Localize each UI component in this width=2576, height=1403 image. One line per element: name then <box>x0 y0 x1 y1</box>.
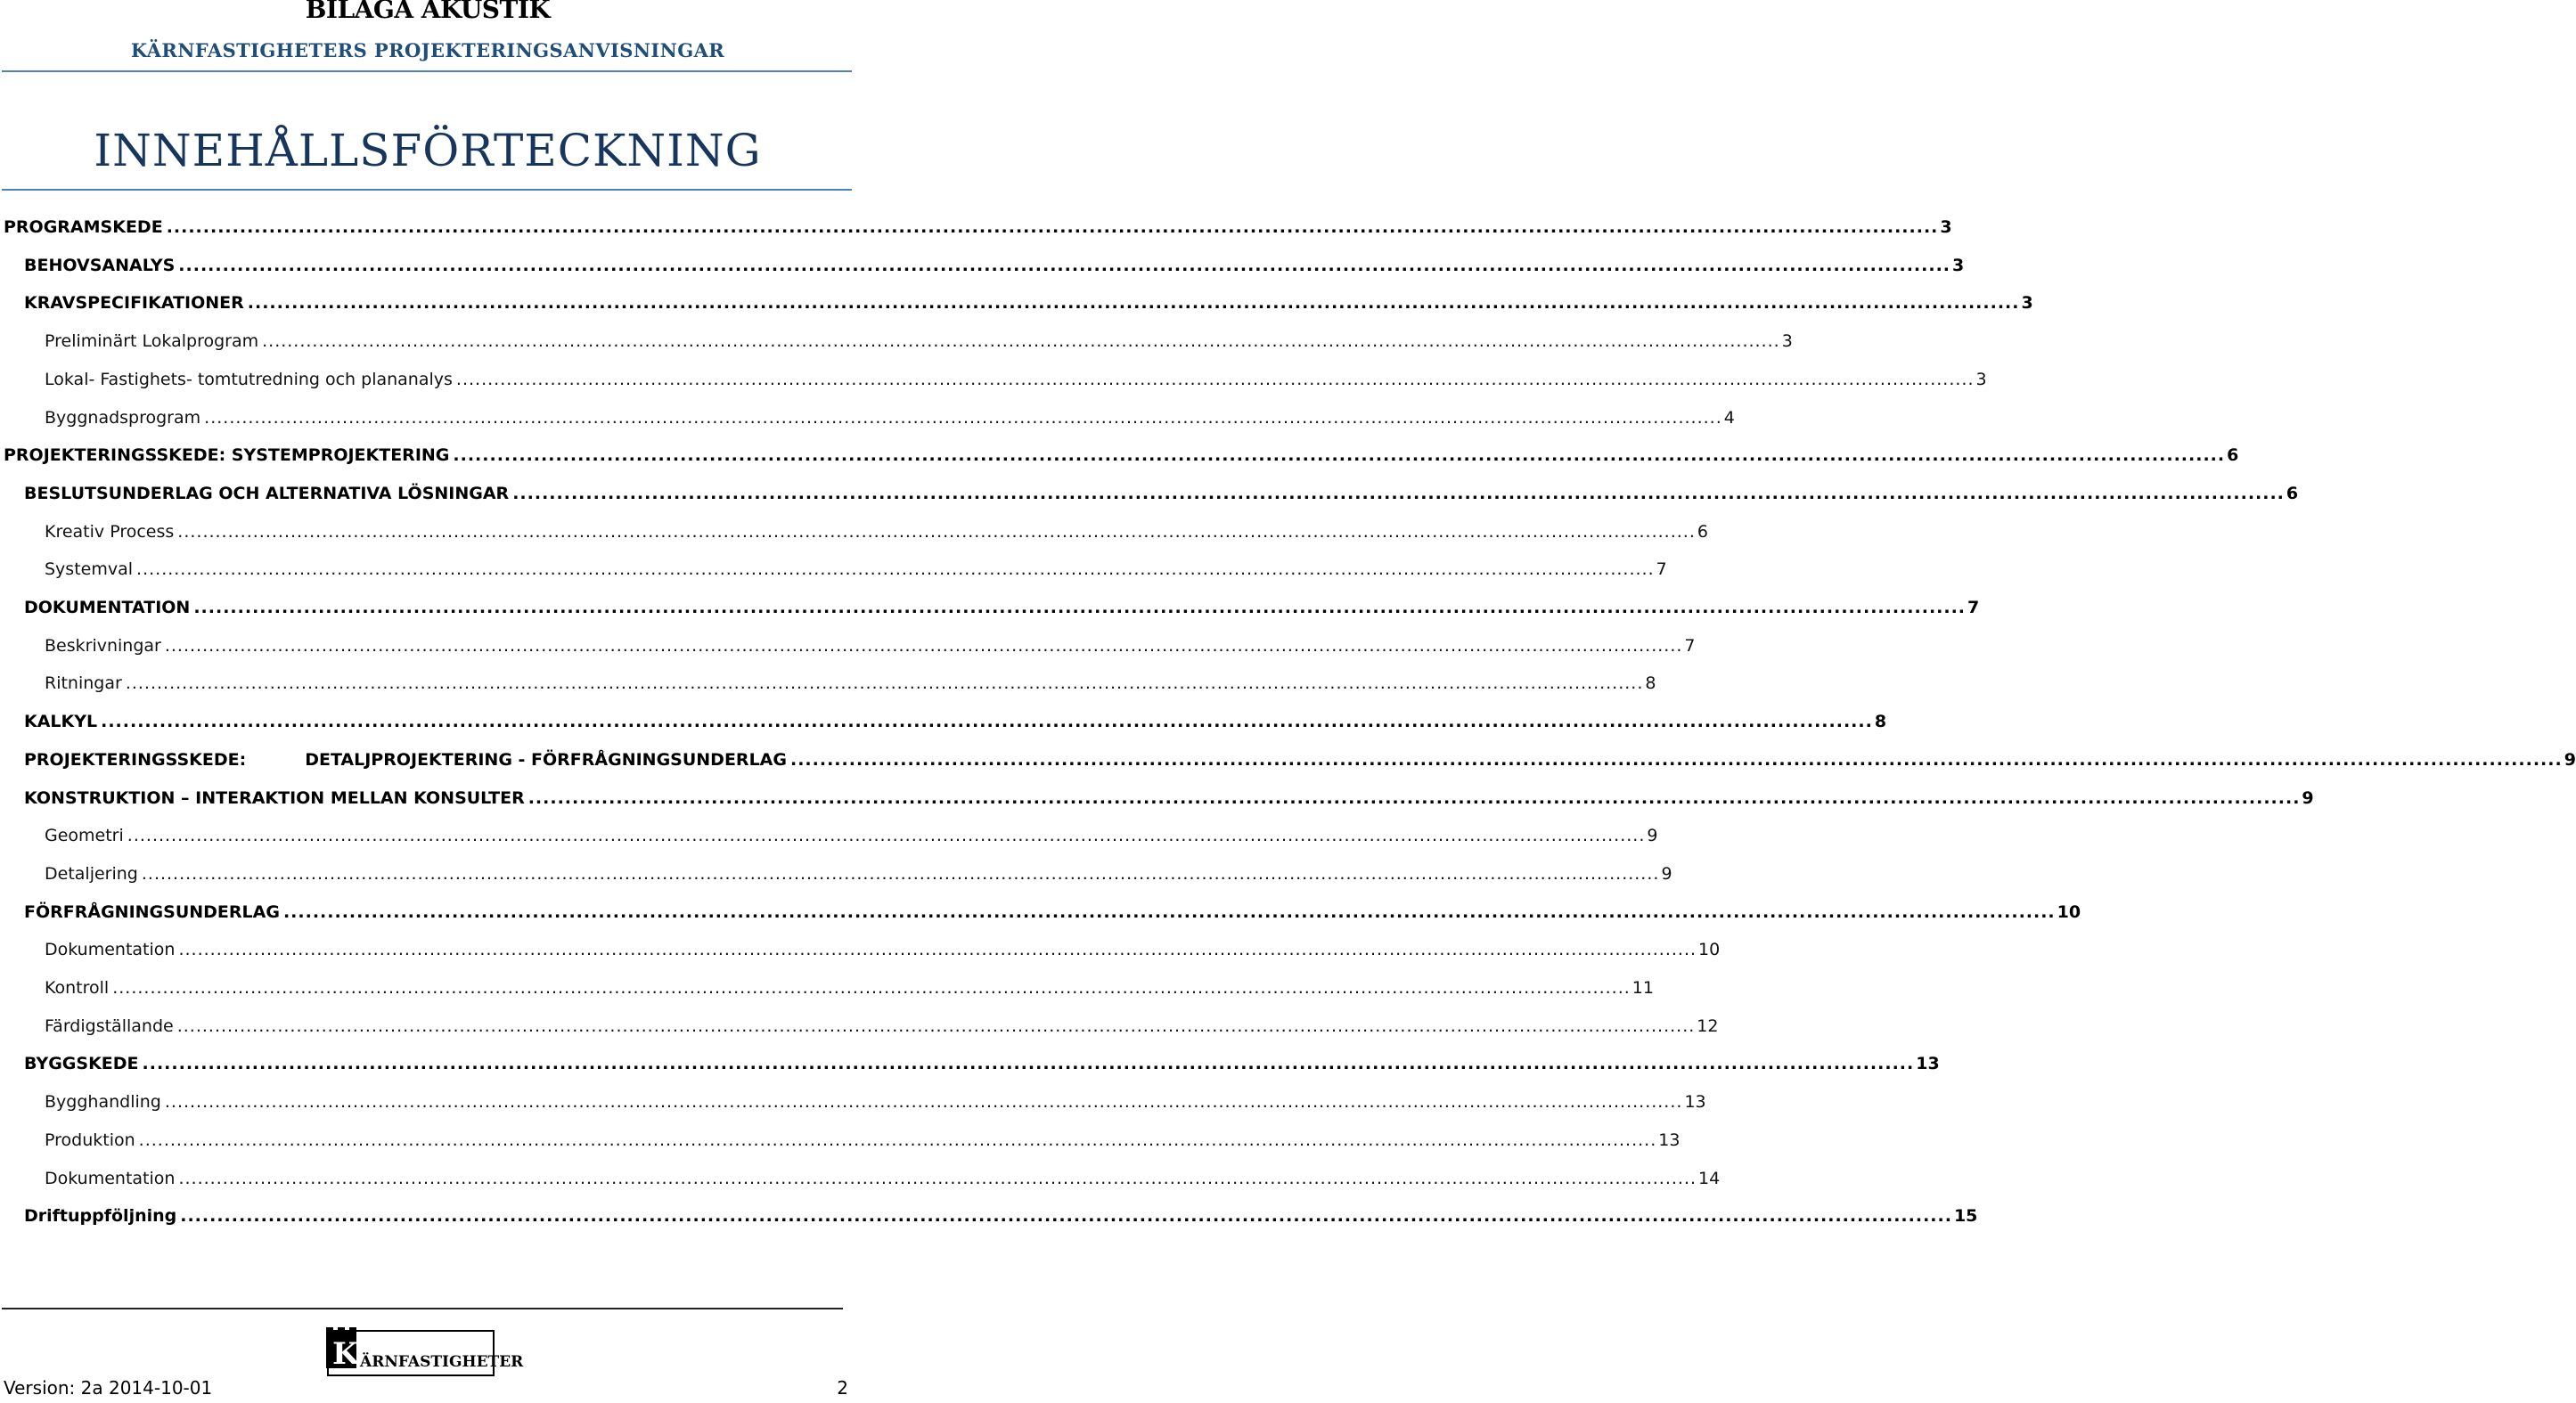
toc-entry[interactable] <box>45 1089 1706 1115</box>
toc-entry-page: 3 <box>1940 217 1952 237</box>
document-subtitle: KÄRNFASTIGHETERS PROJEKTERINGSANVISNINGAR <box>130 39 725 61</box>
toc-entry-page: 7 <box>1684 635 1696 656</box>
toc-entry-title: BYGGSKEDE <box>24 1054 139 1074</box>
toc-entry-page: 7 <box>1967 598 1980 617</box>
toc-entry-title: KONSTRUKTION – INTERAKTION MELLAN KONSULTER <box>24 787 525 808</box>
dot-leader <box>165 632 1683 659</box>
toc-entry-page: 3 <box>1952 255 1965 275</box>
toc-entry[interactable] <box>24 290 2033 316</box>
dot-leader <box>126 670 1644 697</box>
toc-entry-page: 7 <box>1656 559 1667 580</box>
toc-entry[interactable] <box>4 214 1952 241</box>
toc-entry-title: Dokumentation <box>45 940 176 960</box>
toc-entry-title: PROJEKTERINGSSKEDE: <box>24 749 247 770</box>
dot-leader <box>136 556 1655 583</box>
toc-entry[interactable] <box>45 670 1656 697</box>
dot-leader <box>178 1165 1697 1192</box>
dot-leader <box>204 404 1722 431</box>
toc-entry-page: 6 <box>1697 521 1708 542</box>
toc-entry-page: 10 <box>1698 940 1721 960</box>
toc-entry-title: Ritningar <box>45 673 122 694</box>
toc-entry-page: 9 <box>1647 826 1658 846</box>
toc-entry-title: BESLUTSUNDERLAG OCH ALTERNATIVA LÖSNINGAR <box>24 483 510 503</box>
toc-entry[interactable] <box>24 708 1887 735</box>
toc-entry-title-continued: DETALJPROJEKTERING - FÖRFRÅGNINGSUNDERLAG <box>305 749 787 770</box>
toc-entry-page: 6 <box>2227 445 2239 466</box>
toc-entry[interactable] <box>24 594 1980 621</box>
dot-leader <box>283 899 2056 926</box>
dot-leader <box>456 366 1975 393</box>
toc-entry-title: Detaljering <box>45 863 138 884</box>
logo-initial: K <box>332 1336 359 1372</box>
toc-entry-title: Produktion <box>45 1130 135 1150</box>
toc-entry-page: 4 <box>1723 407 1735 428</box>
toc-entry[interactable] <box>45 1165 1721 1192</box>
dot-leader <box>248 290 2020 316</box>
dot-leader <box>177 1013 1696 1040</box>
toc-entry[interactable] <box>45 822 1658 849</box>
toc-entry[interactable] <box>24 1203 1978 1229</box>
dot-leader <box>193 594 1966 621</box>
karnfastigheter-logo <box>324 1326 524 1377</box>
toc-entry-page: 6 <box>2286 483 2299 503</box>
toc-entry-page: 10 <box>2057 901 2081 922</box>
toc-heading: INNEHÅLLSFÖRTECKNING <box>94 125 762 176</box>
dot-leader <box>178 252 1950 279</box>
dot-leader <box>167 214 1939 241</box>
toc-heading-rule <box>2 189 852 191</box>
toc-entry-title: KALKYL <box>24 712 98 732</box>
toc-entry-title: Byggnadsprogram <box>45 407 201 428</box>
toc-entry[interactable] <box>45 1127 1681 1154</box>
dot-leader <box>139 1127 1657 1154</box>
toc-entry-title: Bygghandling <box>45 1092 161 1113</box>
dot-leader <box>262 328 1780 355</box>
toc-entry[interactable] <box>45 366 1987 393</box>
toc-entry[interactable] <box>24 1050 1940 1077</box>
toc-entry[interactable] <box>45 328 1793 355</box>
toc-entry[interactable] <box>45 632 1696 659</box>
toc-entry-page: 9 <box>2302 787 2314 808</box>
dot-leader <box>790 746 2563 773</box>
toc-entry-title: Beskrivningar <box>45 635 161 656</box>
dot-leader <box>127 822 1646 849</box>
dot-leader <box>528 785 2301 812</box>
toc-entry[interactable] <box>45 936 1721 963</box>
dot-leader <box>178 936 1697 963</box>
toc-entry-title: Kontroll <box>45 978 110 998</box>
toc-entry-page: 9 <box>1661 863 1672 884</box>
toc-entry[interactable] <box>45 556 1667 583</box>
dot-leader <box>143 1050 1915 1077</box>
dot-leader <box>112 975 1631 1001</box>
toc-entry-title: DOKUMENTATION <box>24 598 191 617</box>
toc-entry-title: PROGRAMSKEDE <box>4 217 163 237</box>
toc-entry-page: 9 <box>2564 749 2576 770</box>
document-title: BILAGA AKUSTIK <box>305 0 551 24</box>
toc-entry-page: 14 <box>1698 1168 1721 1188</box>
toc-entry[interactable] <box>45 518 1708 545</box>
toc-entry-title: Färdigställande <box>45 1016 174 1036</box>
toc-entry-title: Geometri <box>45 826 124 846</box>
dot-leader <box>512 480 2285 507</box>
toc-entry-page: 3 <box>1781 331 1793 352</box>
toc-entry-title: Kreativ Process <box>45 521 175 542</box>
toc-entry-title: KRAVSPECIFIKATIONER <box>24 293 244 314</box>
toc-entry-title: Systemval <box>45 559 134 580</box>
toc-entry-page: 15 <box>1953 1206 1978 1227</box>
toc-entry[interactable] <box>24 252 1965 279</box>
toc-entry[interactable] <box>45 404 1735 431</box>
toc-entry-page: 11 <box>1631 978 1654 998</box>
toc-entry-title: Dokumentation <box>45 1168 176 1188</box>
toc-entry[interactable] <box>4 442 2239 469</box>
toc-entry[interactable] <box>24 480 2299 507</box>
page-number: 2 <box>837 1377 848 1399</box>
toc-entry[interactable] <box>45 975 1654 1001</box>
toc-entry-page: 3 <box>2021 293 2033 314</box>
dot-leader <box>142 861 1660 887</box>
toc-entry-title: FÖRFRÅGNINGSUNDERLAG <box>24 901 280 922</box>
toc-entry-page: 8 <box>1874 712 1887 732</box>
toc-entry[interactable] <box>24 746 2576 773</box>
logo-text: ÄRNFASTIGHETER <box>360 1353 524 1371</box>
dot-leader <box>453 442 2225 469</box>
toc-entry-page: 8 <box>1645 673 1656 694</box>
toc-entry-title: Preliminärt Lokalprogram <box>45 331 259 352</box>
dot-leader <box>177 518 1696 545</box>
toc-entry[interactable] <box>24 899 2081 926</box>
toc-entry-page: 13 <box>1658 1130 1681 1150</box>
toc-entry[interactable] <box>24 785 2314 812</box>
dot-leader <box>165 1089 1683 1115</box>
toc-entry[interactable] <box>45 1013 1719 1040</box>
toc-entry-title: PROJEKTERINGSSKEDE: SYSTEMPROJEKTERING <box>4 445 450 466</box>
toc-entry-title: Driftuppföljning <box>24 1206 177 1227</box>
dot-leader <box>180 1203 1952 1229</box>
toc-entry-page: 3 <box>1975 369 1987 389</box>
toc-entry-page: 13 <box>1684 1092 1706 1113</box>
dot-leader <box>101 708 1873 735</box>
footer-rule <box>2 1308 843 1309</box>
version-label: Version: 2a 2014-10-01 <box>4 1377 213 1399</box>
toc-entry-page: 12 <box>1697 1016 1719 1036</box>
toc-entry-title: Lokal- Fastighets- tomtutredning och plananalys <box>45 369 453 389</box>
toc-entry-title: BEHOVSANALYS <box>24 255 176 275</box>
header-rule <box>2 70 852 72</box>
toc-entry-page: 13 <box>1916 1054 1940 1074</box>
toc-entry[interactable] <box>45 861 1672 887</box>
